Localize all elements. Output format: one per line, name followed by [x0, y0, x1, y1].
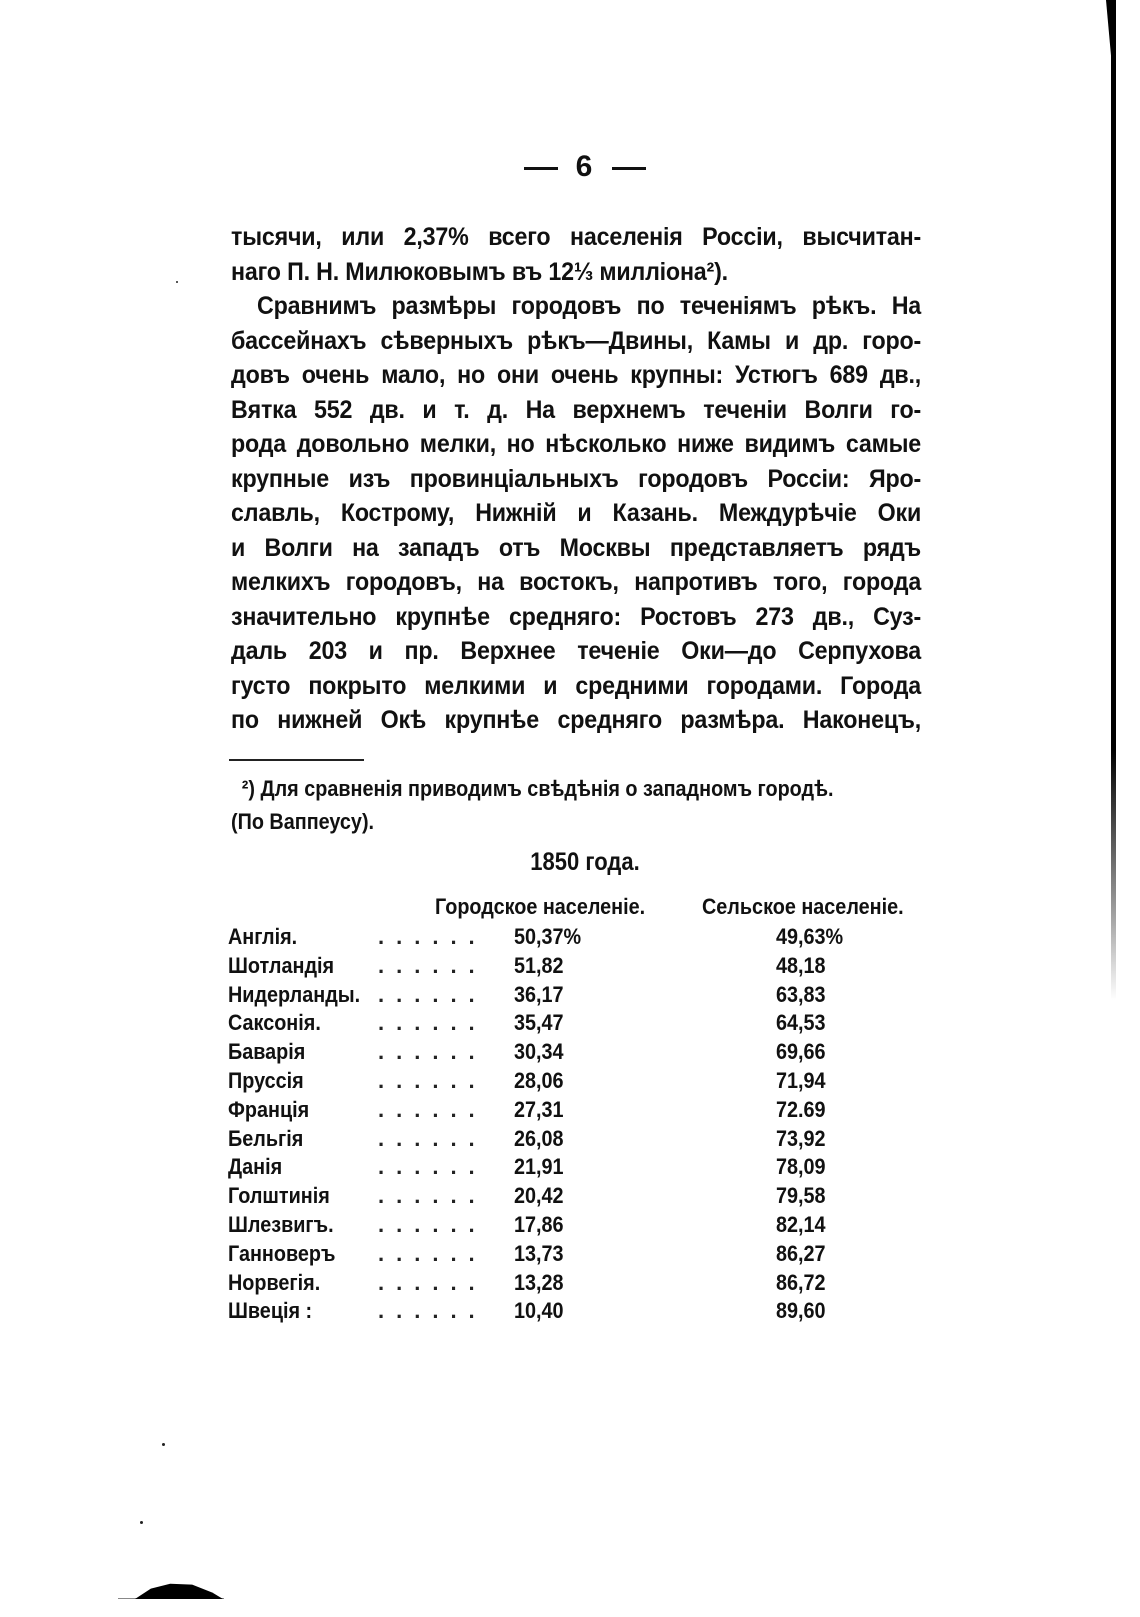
table-row — [228, 1212, 948, 1241]
rural-percentage: 82,14 — [776, 1211, 826, 1237]
dot-leader: ...... — [378, 924, 487, 949]
dot-leader: ...... — [378, 1067, 487, 1093]
country-name: Саксонія. — [228, 1010, 321, 1036]
urban-percentage: 35,47 — [514, 1010, 564, 1036]
urban-percentage: 26,08 — [514, 1125, 564, 1151]
dot-leader: ...... — [378, 1269, 487, 1295]
dot-leader: ...... — [378, 1039, 487, 1065]
country-name: Нидерланды. — [228, 981, 361, 1007]
country-name: Баварія — [228, 1039, 306, 1065]
urban-percentage: 20,42 — [514, 1183, 564, 1209]
urban-percentage: 30,34 — [514, 1039, 564, 1065]
body-line: Сравнимъ размѣры городовъ по теченіямъ рѣкъ. На — [257, 292, 922, 320]
body-line: густо покрыто мелкими и средними городами. Города — [231, 671, 922, 700]
scan-speck — [176, 281, 178, 283]
table-row — [228, 1270, 948, 1299]
table-row — [228, 1241, 948, 1270]
scan-speck — [140, 1521, 143, 1524]
rural-percentage: 71,94 — [776, 1067, 826, 1093]
urban-percentage: 51,82 — [514, 952, 564, 978]
dot-leader: ...... — [378, 952, 487, 978]
rural-percentage: 73,92 — [776, 1125, 826, 1151]
country-name: Ганноверъ — [228, 1240, 336, 1266]
body-line: славль, Кострому, Нижній и Казань. Междурѣчіе Оки — [231, 499, 922, 527]
rural-percentage: 69,66 — [776, 1039, 826, 1065]
urban-percentage: 13,73 — [514, 1240, 564, 1266]
footnote-line-1 — [231, 772, 861, 805]
urban-percentage: 27,31 — [514, 1096, 564, 1122]
rural-percentage: 79,58 — [776, 1183, 826, 1209]
body-line: довъ очень мало, но они очень крупны: Устюгъ 689 дв., — [231, 361, 922, 389]
body-line: по нижней Окѣ крупнѣе средняго размѣра. Наконецъ, — [231, 706, 922, 734]
table-row — [228, 1298, 948, 1327]
page-number-dash-left — [524, 167, 558, 170]
dot-leader: ...... — [378, 1125, 487, 1151]
scan-speck — [162, 1443, 165, 1446]
body-line: крупные изъ провинціальныхъ городовъ Россіи: Яро- — [231, 464, 922, 493]
table-row — [228, 1126, 948, 1155]
table-row — [228, 924, 948, 953]
body-line: и Волги на западъ отъ Москвы представляетъ рядъ — [231, 533, 922, 562]
body-line: Вятка 552 дв. и т. д. На верхнемъ теченіи Волги го- — [231, 395, 922, 424]
footnote-rule — [229, 759, 364, 761]
country-name: Франція — [228, 1096, 310, 1122]
column-header-urban: Городское населеніе. — [435, 894, 646, 919]
urban-percentage: 17,86 — [514, 1211, 564, 1237]
page-number — [0, 150, 1140, 184]
dot-leader: ...... — [378, 1211, 487, 1237]
table-row — [228, 1154, 948, 1183]
dot-leader: ...... — [378, 1240, 487, 1266]
page-number-dash-right — [612, 167, 646, 170]
rural-percentage: 86,27 — [776, 1240, 826, 1266]
table-row — [228, 1183, 948, 1212]
table-row — [228, 982, 948, 1011]
urban-percentage: 28,06 — [514, 1067, 564, 1093]
rural-percentage: 86,72 — [776, 1269, 826, 1295]
rural-percentage: 48,18 — [776, 952, 826, 978]
urban-percentage: 13,28 — [514, 1269, 564, 1295]
body-line: даль 203 и пр. Верхнее теченіе Оки—до Серпухова — [231, 637, 922, 665]
table-row — [228, 1039, 948, 1068]
footnote-line-2: (По Ваппеусу). — [231, 809, 375, 834]
table-row — [228, 953, 948, 982]
footnote — [231, 772, 931, 838]
urban-percentage: 21,91 — [514, 1154, 564, 1180]
page-number-value: 6 — [575, 150, 595, 183]
country-name: Данія — [228, 1154, 283, 1180]
body-line: мелкихъ городовъ, на востокъ, напротивъ того, города — [231, 568, 922, 596]
body-line: наго П. Н. Милюковымъ въ 12⅓ милліона²). — [231, 257, 728, 286]
dot-leader: ...... — [378, 1096, 487, 1122]
table-row — [228, 1010, 948, 1039]
table-title: 1850 года. — [530, 848, 640, 876]
country-name: Бельгія — [228, 1125, 304, 1151]
table-row — [228, 1097, 948, 1126]
dot-leader: ...... — [378, 1010, 487, 1036]
rural-percentage: 89,60 — [776, 1298, 826, 1324]
rural-percentage: 78,09 — [776, 1154, 826, 1180]
country-name: Норвегія. — [228, 1269, 321, 1295]
country-name: Шлезвигъ. — [228, 1211, 334, 1237]
country-name: Шотландія — [228, 952, 335, 978]
dot-leader: ...... — [378, 1183, 487, 1209]
country-name: Голштинія — [228, 1183, 330, 1209]
dot-leader: ...... — [378, 1154, 487, 1180]
rural-percentage: 63,83 — [776, 981, 826, 1007]
rural-percentage: 49,63% — [776, 924, 844, 949]
dot-leader: ...... — [378, 1298, 487, 1324]
rural-percentage: 64,53 — [776, 1010, 826, 1036]
body-line: бассейнахъ сѣверныхъ рѣкъ—Двины, Камы и др. горо- — [231, 326, 922, 355]
rural-percentage: 72.69 — [776, 1096, 826, 1122]
country-name: Англія. — [228, 924, 298, 949]
body-line: значительно крупнѣе средняго: Ростовъ 273 дв., Суз- — [231, 602, 922, 631]
dot-leader: ...... — [378, 981, 487, 1007]
body-text — [231, 220, 921, 738]
country-name: Пруссія — [228, 1067, 304, 1093]
column-header-rural: Сельское населеніе. — [702, 894, 904, 919]
footnote-text: Для сравненія приводимъ свѣдѣнія о западномъ городѣ. — [260, 776, 834, 801]
body-line: тысячи, или 2,37% всего населенія Россіи, высчитан- — [231, 223, 922, 251]
footnote-marker: ²) — [241, 776, 255, 801]
country-name: Швеція : — [228, 1298, 313, 1324]
population-table — [228, 924, 948, 1327]
urban-percentage: 50,37% — [514, 924, 582, 949]
urban-percentage: 36,17 — [514, 981, 564, 1007]
ink-blot — [135, 1583, 223, 1599]
urban-percentage: 10,40 — [514, 1298, 564, 1324]
table-row — [228, 1068, 948, 1097]
body-line: рода довольно мелки, но нѣсколько ниже видимъ самые — [231, 430, 922, 458]
